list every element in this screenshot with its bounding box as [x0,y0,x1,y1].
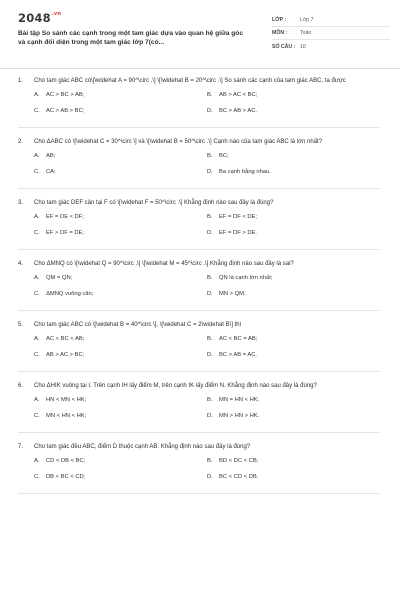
option-letter: A. [34,214,40,220]
question-item [18,138,380,189]
question-stem [18,199,380,208]
option-text: EF = DF > DE. [219,230,258,236]
option-text: BC; [219,153,229,159]
option-letter: D. [207,291,213,297]
option-letter: B. [207,397,213,403]
option-text: MN < HN < HK; [46,413,87,419]
answer-option[interactable] [207,351,380,367]
question-item [18,199,380,250]
option-text: BC > AB = AC. [219,352,258,358]
question-text: Cho ΔABC có \[\widehat C = 30^\circ \] và \[\widehat B = 50^\circ .\] Cạnh nào của tam giác ABC là lớn nhất? [34,139,323,145]
question-text: Cho tam giác ABC có\[\widehat A = 90^\circ .\] \[\widehat B = 20^\circ .\] So sánh các cạnh của tam giác ABC, ta được [34,78,346,84]
option-text: AB > AC > BC; [46,352,85,358]
option-text: HN < MN < HK; [46,397,87,403]
answer-options [18,274,380,306]
meta-row-class [272,14,390,27]
option-letter: A. [34,92,40,98]
answer-option[interactable] [207,91,380,107]
answer-options [18,396,380,428]
option-letter: D. [207,352,213,358]
option-text: BC < CD < DB. [219,474,259,480]
option-letter: B. [207,92,213,98]
question-list [18,77,380,504]
question-stem [18,382,380,391]
option-letter: B. [207,458,213,464]
document-meta [272,14,390,53]
question-stem [18,260,380,269]
option-text: MN > HN > HK. [219,413,260,419]
answer-option[interactable] [34,396,207,412]
question-number: 4. [18,261,24,267]
answer-option[interactable] [34,168,207,184]
answer-option[interactable] [207,412,380,428]
option-letter: C. [34,474,40,480]
option-text: AC > AB > BC; [46,108,85,114]
header-divider [0,68,400,69]
option-letter: A. [34,153,40,159]
question-number: 2. [18,139,24,145]
option-text: MN = HN < HK; [219,397,260,403]
question-text: Cho ΔMNQ có \[\widehat Q = 90^\circ ,\] \[\widehat M = 45^\circ .\] Khẳng định nào sau đây là sai? [34,261,294,267]
option-text: EF = DE < DF; [46,214,85,220]
option-letter: B. [207,336,213,342]
option-letter: C. [34,291,40,297]
answer-option[interactable] [207,107,380,123]
question-number: 5. [18,322,24,328]
meta-value: Lớp 7 [300,17,314,23]
option-letter: D. [207,169,213,175]
answer-option[interactable] [34,290,207,306]
option-text: BD < DC < CB; [219,458,259,464]
answer-option[interactable] [34,335,207,351]
answer-option[interactable] [34,351,207,367]
option-text: CA; [46,169,56,175]
option-letter: B. [207,153,213,159]
option-letter: C. [34,230,40,236]
answer-option[interactable] [207,290,380,306]
answer-option[interactable] [207,396,380,412]
question-number: 7. [18,444,24,450]
option-letter: C. [34,413,40,419]
option-text: Ba cạnh bằng nhau. [219,169,271,175]
answer-option[interactable] [34,412,207,428]
option-letter: D. [207,108,213,114]
question-stem [18,138,380,147]
option-text: ΔMNQ vuông cân; [46,291,94,297]
question-item [18,260,380,311]
question-item [18,382,380,433]
option-text: MN > QM. [219,291,246,297]
option-text: AB; [46,153,56,159]
meta-label: SỐ CÂU : [272,43,296,50]
answer-option[interactable] [207,229,380,245]
answer-options [18,457,380,489]
question-number: 3. [18,200,24,206]
answer-option[interactable] [34,213,207,229]
option-letter: C. [34,169,40,175]
question-item [18,77,380,128]
option-letter: C. [34,108,40,114]
answer-option[interactable] [34,107,207,123]
answer-option[interactable] [207,457,380,473]
answer-options [18,152,380,184]
option-text: DB < BC < CD; [46,474,86,480]
meta-row-question-count [272,40,390,53]
option-text: BC > AB > AC. [219,108,258,114]
answer-option[interactable] [207,152,380,168]
answer-options [18,213,380,245]
option-letter: B. [207,214,213,220]
answer-options [18,335,380,367]
option-letter: B. [207,275,213,281]
question-text: Cho tam giác ABC có \[\widehat B = 40^\circ \], \[\widehat C = 2\widehat B\] thì [34,322,242,328]
option-text: AB > AC < BC; [219,92,258,98]
option-text: QN là cạnh lớn nhất; [219,275,273,281]
answer-option[interactable] [34,91,207,107]
option-letter: A. [34,397,40,403]
document-title: Bài tập So sánh các cạnh trong một tam giác dựa vào quan hệ giữa góc và cạnh đối diện trong một tam giác lớp 7(có... [18,30,243,47]
option-letter: A. [34,458,40,464]
option-letter: D. [207,413,213,419]
meta-value: 10 [300,43,306,50]
answer-option[interactable] [34,152,207,168]
answer-option[interactable] [207,274,380,290]
option-text: EF = DF < DE; [219,214,258,220]
option-letter: D. [207,474,213,480]
page-header [18,11,386,65]
question-item [18,321,380,372]
question-stem [18,443,380,452]
meta-row-subject [272,27,390,40]
question-number: 1. [18,78,24,84]
answer-option[interactable] [34,473,207,489]
question-text: Cho ΔHIK vuông tại I. Trên cạnh IH lấy điểm M, trên cạnh IK lấy điểm N. Khẳng định nào sau đây là đúng? [34,383,317,389]
question-stem [18,321,380,330]
option-text: QM = QN; [46,275,73,281]
option-text: EF > DF = DE; [46,230,85,236]
option-letter: D. [207,230,213,236]
question-number: 6. [18,383,24,389]
meta-label: MÔN : [272,30,288,36]
option-text: AC < BC = AB; [219,336,258,342]
answer-options [18,91,380,123]
meta-label: LỚP : [272,17,287,23]
question-item [18,443,380,494]
question-text: Cho tam giác đều ABC, điểm D thuộc cạnh AB. Khẳng định nào sau đây là đúng? [34,444,251,450]
option-text: AC < BC < AB; [46,336,85,342]
answer-option[interactable] [34,457,207,473]
answer-option[interactable] [34,274,207,290]
option-text: CD < DB < BC; [46,458,86,464]
answer-option[interactable] [34,229,207,245]
answer-option[interactable] [207,168,380,184]
meta-value: Toán [300,30,312,36]
answer-option[interactable] [207,213,380,229]
answer-option[interactable] [207,473,380,489]
answer-option[interactable] [207,335,380,351]
option-letter: C. [34,352,40,358]
site-logo[interactable]: $2048^{.vn}$ [18,11,62,25]
question-text: Cho tam giác DEF cân tại F có \[\widehat F = 50^\circ .\] Khẳng định nào sau đây là đúng? [34,200,274,206]
option-letter: A. [34,336,40,342]
option-text: AC > BC > AB; [46,92,85,98]
option-letter: A. [34,275,40,281]
question-stem [18,77,380,86]
